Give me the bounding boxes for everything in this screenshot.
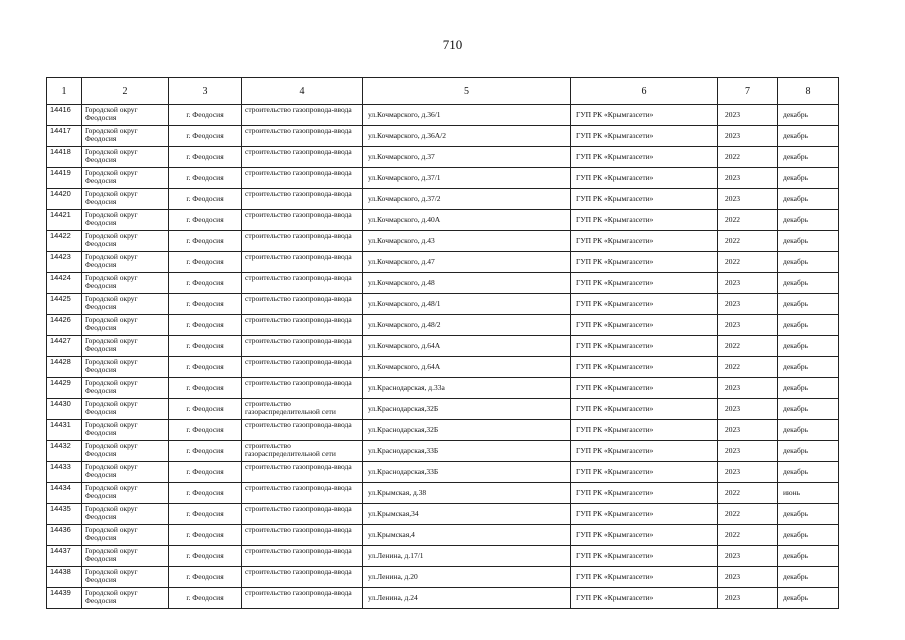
cell-city: г. Феодосия [169,273,242,294]
cell-organization: ГУП РК «Крымгазсети» [571,357,718,378]
cell-organization: ГУП РК «Крымгазсети» [571,588,718,609]
cell-district: Городской округ Феодосия [82,294,169,315]
cell-work-type: строительство газопровода-ввода [242,168,363,189]
cell-year: 2023 [718,420,778,441]
cell-city: г. Феодосия [169,210,242,231]
cell-address: ул.Краснодарская,33Б [363,441,571,462]
table-row [47,336,839,357]
cell-district: Городской округ Феодосия [82,315,169,336]
cell-district: Городской округ Феодосия [82,252,169,273]
cell-year: 2023 [718,546,778,567]
cell-address: ул.Ленина, д.20 [363,567,571,588]
cell-organization: ГУП РК «Крымгазсети» [571,420,718,441]
cell-organization: ГУП РК «Крымгазсети» [571,294,718,315]
cell-month: декабрь [778,462,839,483]
cell-address: ул.Краснодарская,32Б [363,399,571,420]
cell-district: Городской округ Феодосия [82,504,169,525]
cell-district: Городской округ Феодосия [82,378,169,399]
column-header: 6 [571,78,718,105]
cell-year: 2022 [718,336,778,357]
cell-row-number: 14417 [47,126,82,147]
cell-month: декабрь [778,294,839,315]
cell-address: ул.Краснодарская,33Б [363,462,571,483]
table-row [47,357,839,378]
cell-city: г. Феодосия [169,483,242,504]
column-header: 7 [718,78,778,105]
column-header: 2 [82,78,169,105]
cell-address: ул.Кочмарского, д.48 [363,273,571,294]
cell-work-type: строительство газопровода-ввода [242,189,363,210]
cell-organization: ГУП РК «Крымгазсети» [571,252,718,273]
cell-organization: ГУП РК «Крымгазсети» [571,525,718,546]
cell-row-number: 14423 [47,252,82,273]
cell-organization: ГУП РК «Крымгазсети» [571,210,718,231]
cell-city: г. Феодосия [169,420,242,441]
cell-district: Городской округ Феодосия [82,462,169,483]
cell-address: ул.Кочмарского, д.37 [363,147,571,168]
cell-city: г. Феодосия [169,378,242,399]
cell-row-number: 14425 [47,294,82,315]
cell-work-type: строительство газопровода-ввода [242,210,363,231]
cell-year: 2022 [718,357,778,378]
cell-row-number: 14433 [47,462,82,483]
cell-row-number: 14419 [47,168,82,189]
table-row [47,504,839,525]
table-row [47,483,839,504]
cell-district: Городской округ Феодосия [82,231,169,252]
cell-work-type: строительство газопровода-ввода [242,336,363,357]
table-row [47,210,839,231]
cell-work-type: строительство газопровода-ввода [242,294,363,315]
cell-city: г. Феодосия [169,567,242,588]
table-row [47,105,839,126]
cell-row-number: 14427 [47,336,82,357]
cell-organization: ГУП РК «Крымгазсети» [571,462,718,483]
cell-address: ул.Ленина, д.24 [363,588,571,609]
table-row [47,273,839,294]
cell-address: ул.Кочмарского, д.40А [363,210,571,231]
cell-city: г. Феодосия [169,105,242,126]
cell-row-number: 14435 [47,504,82,525]
cell-row-number: 14420 [47,189,82,210]
cell-work-type: строительство газораспределительной сети [242,441,363,462]
cell-month: декабрь [778,168,839,189]
cell-year: 2022 [718,147,778,168]
cell-district: Городской округ Феодосия [82,126,169,147]
cell-work-type: строительство газопровода-ввода [242,567,363,588]
cell-district: Городской округ Феодосия [82,567,169,588]
cell-month: декабрь [778,399,839,420]
cell-district: Городской округ Феодосия [82,210,169,231]
page-number: 710 [442,37,463,52]
cell-work-type: строительство газораспределительной сети [242,399,363,420]
cell-city: г. Феодосия [169,504,242,525]
cell-month: декабрь [778,252,839,273]
cell-work-type: строительство газопровода-ввода [242,588,363,609]
cell-year: 2023 [718,189,778,210]
cell-year: 2023 [718,168,778,189]
header-row [47,78,839,105]
cell-city: г. Феодосия [169,588,242,609]
cell-year: 2022 [718,483,778,504]
cell-year: 2023 [718,567,778,588]
cell-address: ул.Кочмарского, д.48/2 [363,315,571,336]
cell-city: г. Феодосия [169,357,242,378]
table-row [47,294,839,315]
cell-address: ул.Ленина, д.17/1 [363,546,571,567]
cell-address: ул.Краснодарская,32Б [363,420,571,441]
cell-organization: ГУП РК «Крымгазсети» [571,483,718,504]
cell-district: Городской округ Феодосия [82,357,169,378]
cell-month: декабрь [778,336,839,357]
cell-district: Городской округ Феодосия [82,525,169,546]
cell-year: 2023 [718,399,778,420]
cell-month: декабрь [778,357,839,378]
cell-city: г. Феодосия [169,231,242,252]
cell-work-type: строительство газопровода-ввода [242,315,363,336]
cell-year: 2023 [718,441,778,462]
cell-row-number: 14437 [47,546,82,567]
cell-organization: ГУП РК «Крымгазсети» [571,441,718,462]
cell-year: 2023 [718,294,778,315]
cell-row-number: 14429 [47,378,82,399]
cell-city: г. Феодосия [169,399,242,420]
cell-city: г. Феодосия [169,189,242,210]
table-row [47,462,839,483]
table-row [47,441,839,462]
cell-row-number: 14424 [47,273,82,294]
cell-month: декабрь [778,273,839,294]
cell-city: г. Феодосия [169,336,242,357]
cell-address: ул.Кочмарского, д.37/1 [363,168,571,189]
table-row [47,567,839,588]
cell-row-number: 14439 [47,588,82,609]
cell-month: декабрь [778,546,839,567]
cell-organization: ГУП РК «Крымгазсети» [571,105,718,126]
cell-month: декабрь [778,567,839,588]
cell-organization: ГУП РК «Крымгазсети» [571,546,718,567]
cell-district: Городской округ Феодосия [82,399,169,420]
cell-year: 2023 [718,273,778,294]
cell-month: декабрь [778,315,839,336]
column-header: 8 [778,78,839,105]
cell-row-number: 14426 [47,315,82,336]
cell-organization: ГУП РК «Крымгазсети» [571,315,718,336]
table-row [47,147,839,168]
cell-month: декабрь [778,378,839,399]
table-row [47,546,839,567]
cell-address: ул.Крымская,34 [363,504,571,525]
cell-row-number: 14438 [47,567,82,588]
cell-city: г. Феодосия [169,147,242,168]
cell-organization: ГУП РК «Крымгазсети» [571,168,718,189]
table-row [47,189,839,210]
cell-work-type: строительство газопровода-ввода [242,378,363,399]
cell-month: декабрь [778,420,839,441]
cell-organization: ГУП РК «Крымгазсети» [571,273,718,294]
table-row [47,525,839,546]
cell-district: Городской округ Феодосия [82,168,169,189]
cell-row-number: 14432 [47,441,82,462]
cell-month: декабрь [778,441,839,462]
cell-district: Городской округ Феодосия [82,441,169,462]
cell-work-type: строительство газопровода-ввода [242,357,363,378]
cell-year: 2023 [718,105,778,126]
cell-row-number: 14422 [47,231,82,252]
table-row [47,378,839,399]
cell-organization: ГУП РК «Крымгазсети» [571,378,718,399]
table-row [47,315,839,336]
cell-city: г. Феодосия [169,441,242,462]
cell-city: г. Феодосия [169,462,242,483]
cell-month: декабрь [778,147,839,168]
cell-district: Городской округ Феодосия [82,336,169,357]
cell-row-number: 14431 [47,420,82,441]
gasification-table [46,77,839,609]
cell-city: г. Феодосия [169,315,242,336]
table-row [47,399,839,420]
cell-address: ул.Кочмарского, д.36А/2 [363,126,571,147]
cell-year: 2022 [718,525,778,546]
cell-address: ул.Кочмарского, д.64А [363,336,571,357]
table-row [47,168,839,189]
cell-city: г. Феодосия [169,294,242,315]
table-body [47,105,839,609]
cell-organization: ГУП РК «Крымгазсети» [571,504,718,525]
cell-address: ул.Кочмарского, д.48/1 [363,294,571,315]
cell-organization: ГУП РК «Крымгазсети» [571,126,718,147]
column-header: 4 [242,78,363,105]
cell-work-type: строительство газопровода-ввода [242,420,363,441]
cell-city: г. Феодосия [169,546,242,567]
cell-city: г. Феодосия [169,525,242,546]
cell-district: Городской округ Феодосия [82,546,169,567]
cell-address: ул.Кочмарского, д.43 [363,231,571,252]
cell-address: ул.Крымская, д.38 [363,483,571,504]
cell-organization: ГУП РК «Крымгазсети» [571,189,718,210]
cell-address: ул.Краснодарская, д.33а [363,378,571,399]
cell-year: 2022 [718,252,778,273]
table-row [47,588,839,609]
cell-month: декабрь [778,189,839,210]
cell-city: г. Феодосия [169,168,242,189]
cell-organization: ГУП РК «Крымгазсети» [571,336,718,357]
cell-row-number: 14436 [47,525,82,546]
cell-year: 2023 [718,126,778,147]
cell-address: ул.Кочмарского, д.47 [363,252,571,273]
cell-work-type: строительство газопровода-ввода [242,252,363,273]
cell-organization: ГУП РК «Крымгазсети» [571,567,718,588]
cell-city: г. Феодосия [169,126,242,147]
cell-year: 2023 [718,588,778,609]
cell-year: 2022 [718,210,778,231]
cell-district: Городской округ Феодосия [82,147,169,168]
cell-row-number: 14418 [47,147,82,168]
cell-work-type: строительство газопровода-ввода [242,126,363,147]
cell-organization: ГУП РК «Крымгазсети» [571,231,718,252]
cell-work-type: строительство газопровода-ввода [242,525,363,546]
cell-organization: ГУП РК «Крымгазсети» [571,147,718,168]
cell-month: декабрь [778,210,839,231]
cell-work-type: строительство газопровода-ввода [242,504,363,525]
cell-month: декабрь [778,126,839,147]
cell-row-number: 14428 [47,357,82,378]
cell-year: 2023 [718,378,778,399]
cell-address: ул.Кочмарского, д.37/2 [363,189,571,210]
cell-year: 2023 [718,462,778,483]
cell-work-type: строительство газопровода-ввода [242,231,363,252]
column-header: 5 [363,78,571,105]
cell-year: 2023 [718,315,778,336]
cell-row-number: 14430 [47,399,82,420]
cell-address: ул.Крымская,4 [363,525,571,546]
cell-district: Городской округ Феодосия [82,105,169,126]
cell-month: декабрь [778,105,839,126]
table-row [47,126,839,147]
cell-district: Городской округ Феодосия [82,420,169,441]
cell-city: г. Феодосия [169,252,242,273]
cell-month: декабрь [778,525,839,546]
table-row [47,252,839,273]
cell-district: Городской округ Феодосия [82,483,169,504]
cell-month: декабрь [778,231,839,252]
column-header: 3 [169,78,242,105]
cell-month: декабрь [778,504,839,525]
cell-month: июнь [778,483,839,504]
cell-district: Городской округ Феодосия [82,189,169,210]
table-row [47,420,839,441]
cell-work-type: строительство газопровода-ввода [242,462,363,483]
table-row [47,231,839,252]
cell-district: Городской округ Феодосия [82,273,169,294]
cell-work-type: строительство газопровода-ввода [242,546,363,567]
cell-year: 2022 [718,504,778,525]
column-header: 1 [47,78,82,105]
cell-address: ул.Кочмарского, д.36/1 [363,105,571,126]
cell-row-number: 14416 [47,105,82,126]
cell-work-type: строительство газопровода-ввода [242,273,363,294]
cell-address: ул.Кочмарского, д.64А [363,357,571,378]
cell-month: декабрь [778,588,839,609]
cell-row-number: 14434 [47,483,82,504]
cell-organization: ГУП РК «Крымгазсети» [571,399,718,420]
cell-year: 2022 [718,231,778,252]
cell-work-type: строительство газопровода-ввода [242,147,363,168]
cell-work-type: строительство газопровода-ввода [242,483,363,504]
cell-district: Городской округ Феодосия [82,588,169,609]
cell-row-number: 14421 [47,210,82,231]
cell-work-type: строительство газопровода-ввода [242,105,363,126]
